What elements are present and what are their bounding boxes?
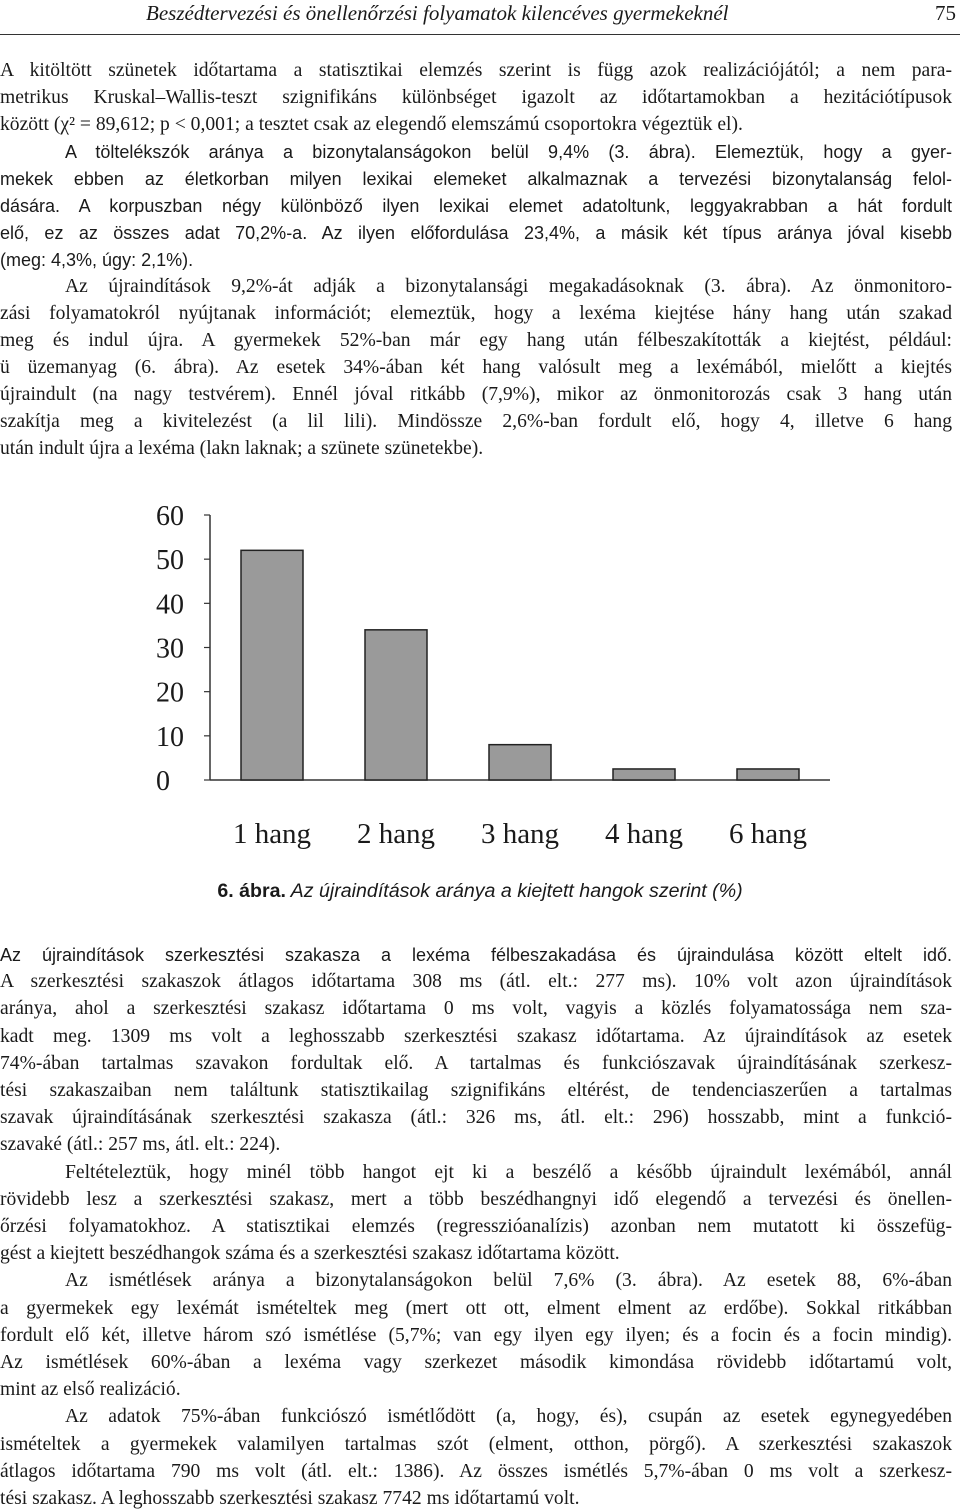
text-line: Az újraindítások szerkesztési szakasza a lexéma félbeszakadása és újraindulása között eltelt idő. [0,945,952,965]
text-line: ismételtek a gyermekek valamilyen tartalmas szót (elment, otthon, pörgő). A szerkesztési szakaszok [0,1433,952,1455]
y-tick-label: 30 [156,633,184,665]
x-tick-label: 1 hang [232,818,312,850]
figure-caption [0,880,960,903]
text-line: őrzési folyamatokhoz. A statisztikai elemzés (regresszióanalízis) azonban nem mutatott ki összefüg- [0,1216,952,1237]
text-line: dására. A korpuszban négy különböző ilyen lexikai elemet adatoltunk, leggyakrabban a hát fordult [0,196,952,216]
text-line: 74%-ában tartalmas szavakon fordultak elő. A tartalmas és funkciószavak újraindításának szerkesz- [0,1052,952,1074]
text-line: átlagos időtartama 790 ms volt (átl. elt.: 1386). Az összes ismétlés 5,7%-ában 0 ms volt a szerkesz- [0,1460,952,1482]
text-line: után indult újra a lexéma (lakn laknak; a szünete szünetekbe). [0,438,484,459]
text-line: szakítja meg a kivitelezést (a lil lili). Mindössze 2,6%-ban fordult elő, hogy 4, illetve 6 hang [0,411,952,432]
text-line: között (χ² = 89,612; p < 0,001; a tesztet csak az elegendő elemszámú csoportokra végeztük el). [0,114,743,135]
page-number: 75 [935,1,956,25]
text-line: újraindult (na nagy testvérem). Ennél jóval ritkább (7,9%), mikor az önmonitorozás csak 3 hang után [0,384,952,405]
text-line: fordult elő két, illetve három szó ismétlése (5,7%; van egy ilyen egy ilyen; és a focin és a focin mindig). [0,1324,952,1346]
text-line: A kitöltött szünetek időtartama a statisztikai elemzés szerint is függ azok realizációjától; a nem para- [0,60,952,81]
text-line: tési szakaszaiban nem találtunk statisztikailag szignifikáns eltérést, de tendenciaszerűen a tartalmas [0,1080,952,1101]
x-tick-label: 6 hang [728,818,808,850]
text-line: ü üzemanyag (6. ábra). Az esetek 34%-ában két hang valósult meg a lexémából, mielőtt a kiejtés [0,357,952,378]
figure-label: 6. ábra. [217,880,286,902]
text-line: Az ismétlések aránya a bizonytalanságokon belül 7,6% (3. ábra). Az esetek 88, 6%-ában [65,1270,952,1292]
text-line: Az adatok 75%-ában funkciószó ismétlődött (a, hogy, és), csupán az esetek egynegyedében [65,1406,952,1428]
text-line: szavak újraindításának szerkesztési szakasza (átl.: 326 ms, átl. elt.: 296) hosszabb, mint a funkció- [0,1107,952,1129]
text-line: kadt meg. 1309 ms volt a leghosszabb szerkesztési szakasz időtartama. Az újraindítások az esetek [0,1025,952,1047]
figure-caption-text: Az újraindítások aránya a kiejtett hangok szerint (%) [285,880,743,902]
text-line: Feltételeztük, hogy minél több hangot ejt ki a beszélő a később újraindult lexémából, annál [65,1161,952,1183]
bar-chart [140,495,860,915]
bar [613,769,675,780]
x-tick-label: 2 hang [356,818,436,850]
text-line: mekek ebben az életkorban milyen lexikai elemeket alkalmaznak a tervezési bizonytalanság felol- [0,169,952,189]
bar [365,630,427,780]
text-line: A szerkesztési szakaszok átlagos időtartama 308 ms (átl. elt.: 277 ms). 10% volt azon újraindítások [0,971,952,993]
text-line: elő, ez az összes adat 70,2%-a. Az ilyen előfordulása 23,4%, a másik két típus aránya jóval kisebb [0,223,952,243]
text-line: aránya, ahol a szerkesztési szakasz időtartama 0 ms volt, vagyis a közlés folyamatossága nem sza- [0,998,952,1020]
y-tick-label: 40 [156,589,184,621]
text-line: Az ismétlések 60%-ában a lexéma vagy szerkezet második kimondása rövidebb időtartamú volt, [0,1352,952,1373]
text-line: szavaké (átl.: 257 ms, átl. elt.: 224). [0,1134,281,1156]
y-tick-label: 20 [156,677,184,709]
x-tick-label: 4 hang [604,818,684,850]
text-line: gést a kiejtett beszédhangok száma és a szerkesztési szakasz időtartama között. [0,1243,620,1265]
header-rule [0,34,960,35]
y-tick-label: 10 [156,721,184,753]
text-line: a gyermekek egy lexémát ismételtek meg (mert ott ott, elment elment az erdőbe). Sokkal ritkábban [0,1297,952,1319]
bar [241,550,303,780]
text-line: A töltelékszók aránya a bizonytalanságokon belül 9,4% (3. ábra). Elemeztük, hogy a gyer- [65,142,952,162]
text-line: Az újraindítások 9,2%-át adják a bizonytalansági megakadásoknak (3. ábra). Az önmonitoro- [65,276,952,297]
text-line: (meg: 4,3%, úgy: 2,1%). [0,250,194,270]
y-tick-label: 0 [156,766,170,797]
bar [489,745,551,780]
text-line: mint az első realizáció. [0,1379,181,1401]
text-line: metrikus Kruskal–Wallis-teszt szignifikáns különbséget igazolt az időtartamokban a hezitációtípusok [0,87,952,108]
y-tick-label: 50 [156,545,184,577]
running-header [0,0,960,42]
text-line: meg és indul újra. A gyermekek 52%-ban már egy hang után félbeszakították a kiejtést, például: [0,330,952,351]
text-line: rövidebb lesz a szerkesztési szakasz, mert a több beszédhangnyi idő elegendő a tervezési és önellen- [0,1188,952,1210]
bar [737,769,799,780]
y-tick-label: 60 [156,501,184,532]
running-title: Beszédtervezési és önellenőrzési folyamatok kilencéves gyermekeknél [146,1,729,25]
x-tick-label: 3 hang [480,818,560,850]
text-line: zási folyamatokról nyújtanak információt; elemeztük, hogy a lexéma kiejtése hány hang után szakad [0,303,952,324]
text-line: tési szakasz. A leghosszabb szerkesztési szakasz 7742 ms időtartamú volt. [0,1488,580,1509]
